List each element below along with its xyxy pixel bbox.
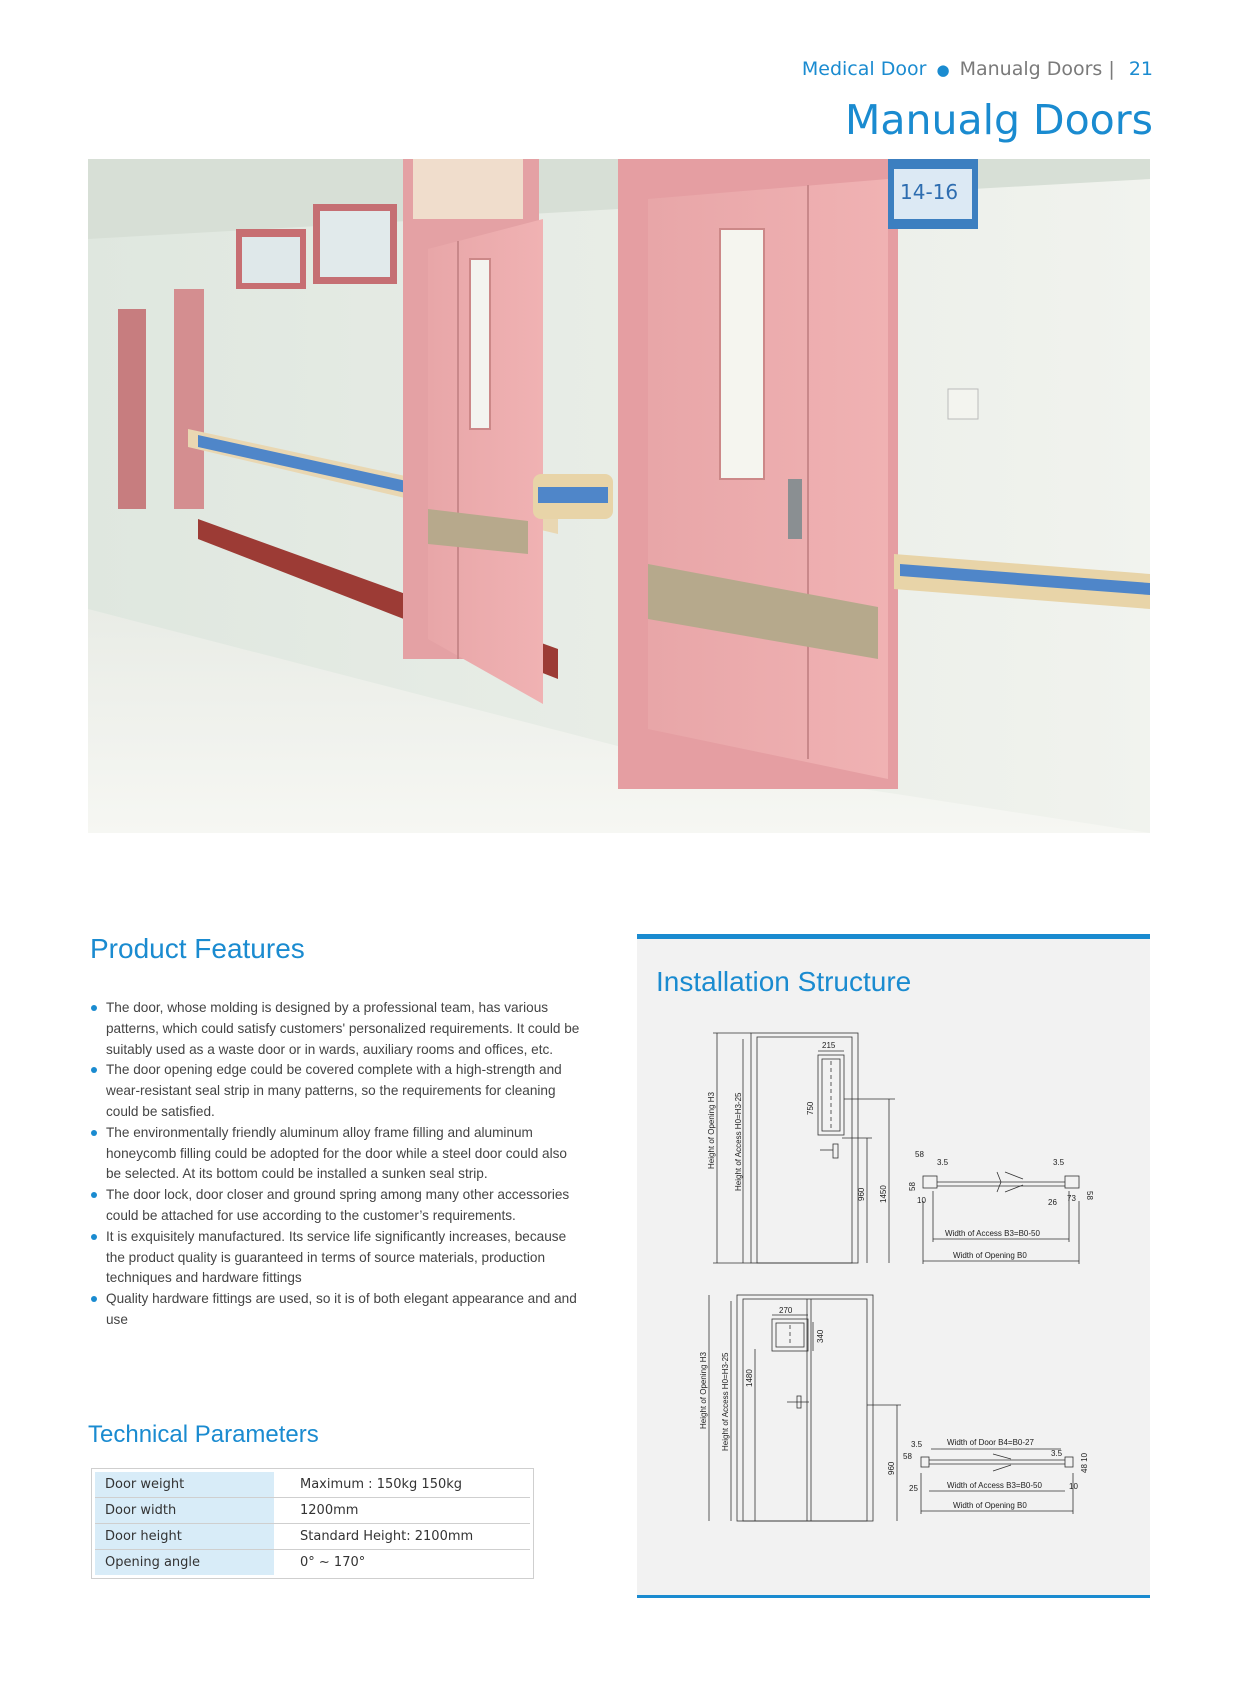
list-item: The door opening edge could be covered complete with a high-strength and wear-resistant seal strip in many patterns, so the requirements for cleaning could be satisfied. [90,1060,580,1122]
param-value: Maximum : 150kg 150kg [274,1472,530,1498]
corridor-photo [88,159,1150,833]
table-row [95,1498,530,1524]
dim-label: 3.5 [1053,1158,1065,1167]
dim-label: 750 [806,1101,815,1115]
dim-label: 960 [857,1187,866,1201]
dim-label: 73 [1067,1194,1076,1203]
dim-label: Width of Door B4=B0-27 [947,1438,1034,1447]
dim-label: 48 10 [1080,1452,1089,1473]
dim-label: 1480 [745,1369,754,1387]
table-row [95,1550,530,1576]
dim-label: 270 [779,1306,793,1315]
param-label: Opening angle [95,1550,274,1576]
technical-heading: Technical Parameters [88,1421,319,1448]
dim-label: 58 [1085,1191,1094,1200]
list-item: It is exquisitely manufactured. Its service life significantly increases, because the product quality is guaranteed in terms of source materials, production techniques and hardware fittings [90,1227,580,1289]
list-item: The door, whose molding is designed by a professional team, has various patterns, which could satisfy customers' personalized requirements. It could be suitably used as a waste door or in wards, auxiliary rooms and offices, etc. [90,998,580,1060]
dim-label: 1450 [879,1185,888,1203]
header-separator: | [1108,58,1115,80]
param-label: Door width [95,1498,274,1524]
dim-label: Height of Access H0=H3-25 [721,1352,730,1451]
running-header [802,58,1153,80]
dim-label: 58 [908,1182,917,1191]
features-heading: Product Features [90,933,305,964]
dim-label: Width of Access B3=B0-50 [947,1481,1042,1490]
dim-label: 340 [816,1329,825,1343]
installation-panel [637,934,1150,1598]
table-row [95,1472,530,1498]
table-row [95,1524,530,1550]
dim-label: 10 [1069,1482,1078,1491]
single-door-labels [707,1041,1094,1260]
dim-label: 25 [909,1484,918,1493]
dim-label: Height of Opening H3 [699,1352,708,1429]
dim-label: Height of Opening H3 [707,1092,716,1169]
list-item: The environmentally friendly aluminum alloy frame filling and aluminum honeycomb filling could be adopted for the door while a steel door could also be selected. At its bottom could be installed a sunken seal strip. [90,1123,580,1185]
dim-label: 10 [917,1196,926,1205]
installation-drawings [637,939,1150,1595]
dim-label: 26 [1048,1198,1057,1207]
page-number: 21 [1128,58,1153,80]
header-section: Manualg Doors [959,58,1103,80]
dim-label: 3.5 [911,1440,923,1449]
dim-label: 3.5 [1051,1449,1063,1458]
header-category: Medical Door [801,58,927,80]
dim-label: Width of Access B3=B0-50 [945,1229,1040,1238]
dim-label: Width of Opening B0 [953,1251,1027,1260]
dim-label: 960 [887,1461,896,1475]
parameters-table [91,1468,534,1579]
features-list [90,998,580,1331]
dim-label: 58 [915,1150,924,1159]
param-value: Standard Height: 2100mm [274,1524,530,1550]
param-label: Door weight [95,1472,274,1498]
dim-label: 3.5 [937,1158,949,1167]
installation-heading: Installation Structure [656,966,912,997]
list-item: Quality hardware fittings are used, so it is of both elegant appearance and and use [90,1289,580,1331]
param-value: 0° ~ 170° [274,1550,530,1576]
page-title: Manualg Doors [844,96,1153,144]
param-value: 1200mm [274,1498,530,1524]
bullet-icon: ● [936,61,950,79]
list-item: The door lock, door closer and ground spring among many other accessories could be attached for use according to the customer’s requirements. [90,1185,580,1227]
double-door-labels [699,1306,1089,1510]
dim-label: 58 [903,1452,912,1461]
param-label: Door height [95,1524,274,1550]
dim-label: Width of Opening B0 [953,1501,1027,1510]
dim-label: Height of Access H0=H3-25 [734,1092,743,1191]
dim-label: 215 [822,1041,836,1050]
room-sign-text: 14-16 [900,180,959,204]
